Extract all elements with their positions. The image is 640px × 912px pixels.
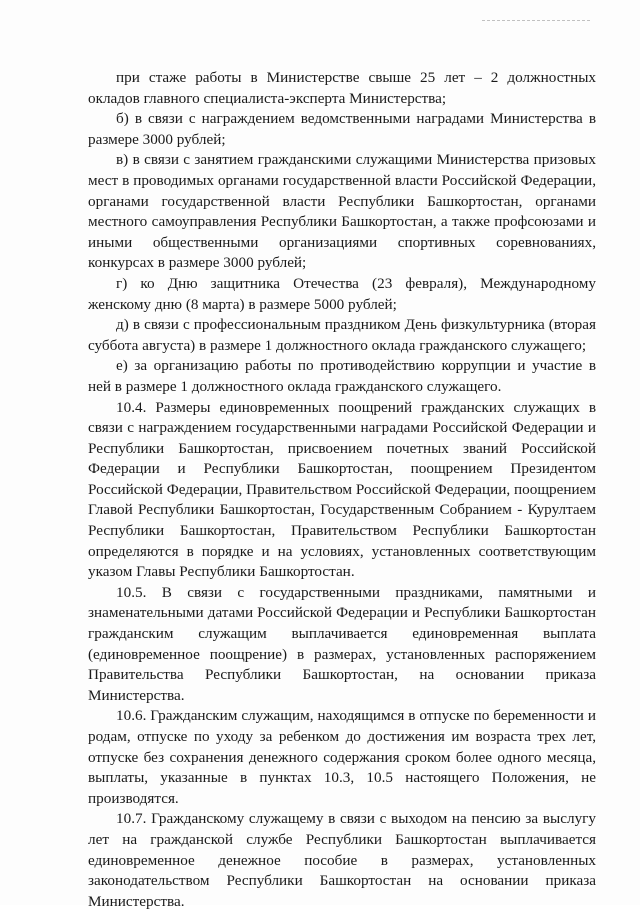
paragraph-item-d: д) в связи с профессиональным праздником День физкультурника (вторая суббота августа) в размере 1 должностного оклада гражданского служащего; (88, 316, 596, 354)
document-body (88, 68, 596, 912)
paragraph-10-5: 10.5. В связи с государственными праздниками, памятными и знаменательными датами Российской Федерации и Республики Башкортостан гражданским служащим выплачивается единовременная выплата (единовременное поощрение) в размерах, установленных распоряжением Правительства Республики Башкортостан, на основании приказа Министерства. (88, 583, 596, 704)
scan-artifact-line (482, 20, 590, 23)
paragraph-item-g: г) ко Дню защитника Отечества (23 февраля), Международному женскому дню (8 марта) в размере 5000 рублей; (88, 274, 596, 313)
paragraph-10-4: 10.4. Размеры единовременных поощрений гражданских служащих в связи с награждением государственными наградами Российской Федерации и Республики Башкортостан, присвоением почетных званий Российской Федерации и Республики Башкортостан, поощрением Президентом Российской Федерации, Правительством Российской Федерации, поощрением Главой Республики Башкортостан, Государственным Собранием - Курултаем Республики Башкортостан, Правительством Республики Башкортостан определяются в порядке и на условиях, установленных соответствующим указом Главы Республики Башкортостан. (88, 398, 596, 581)
paragraph-item-v: в) в связи с занятием гражданскими служащими Министерства призовых мест в проводимых органами государственной власти Российской Федерации, органами государственной власти Республики Башкортостан, органами местного самоуправления Республики Башкортостан, а также профсоюзами и иными общественными организациями спортивных соревнованиях, конкурсах в размере 3000 рублей; (88, 151, 596, 272)
paragraph-item-e: е) за организацию работы по противодействию коррупции и участие в ней в размере 1 должностного оклада гражданского служащего. (88, 357, 596, 395)
paragraph-10-7: 10.7. Гражданскому служащему в связи с выходом на пенсию за выслугу лет на гражданской службе Республики Башкортостан выплачивается единовременное денежное пособие в размерах, установленных законодательством Республики Башкортостан на основании приказа Министерства. (88, 810, 596, 910)
paragraph-seniority-continued: при стаже работы в Министерстве свыше 25 лет – 2 должностных окладов главного специалиста-эксперта Министерства; (88, 69, 596, 107)
paragraph-10-6: 10.6. Гражданским служащим, находящимся в отпуске по беременности и родам, отпуске по уходу за ребенком до достижения им возраста трех лет, отпуске без сохранения денежного содержания сроком более одного месяца, выплаты, указанные в пунктах 10.3, 10.5 настоящего Положения, не производятся. (88, 707, 596, 807)
paragraph-item-b: б) в связи с награждением ведомственными наградами Министерства в размере 3000 рублей; (88, 110, 596, 148)
